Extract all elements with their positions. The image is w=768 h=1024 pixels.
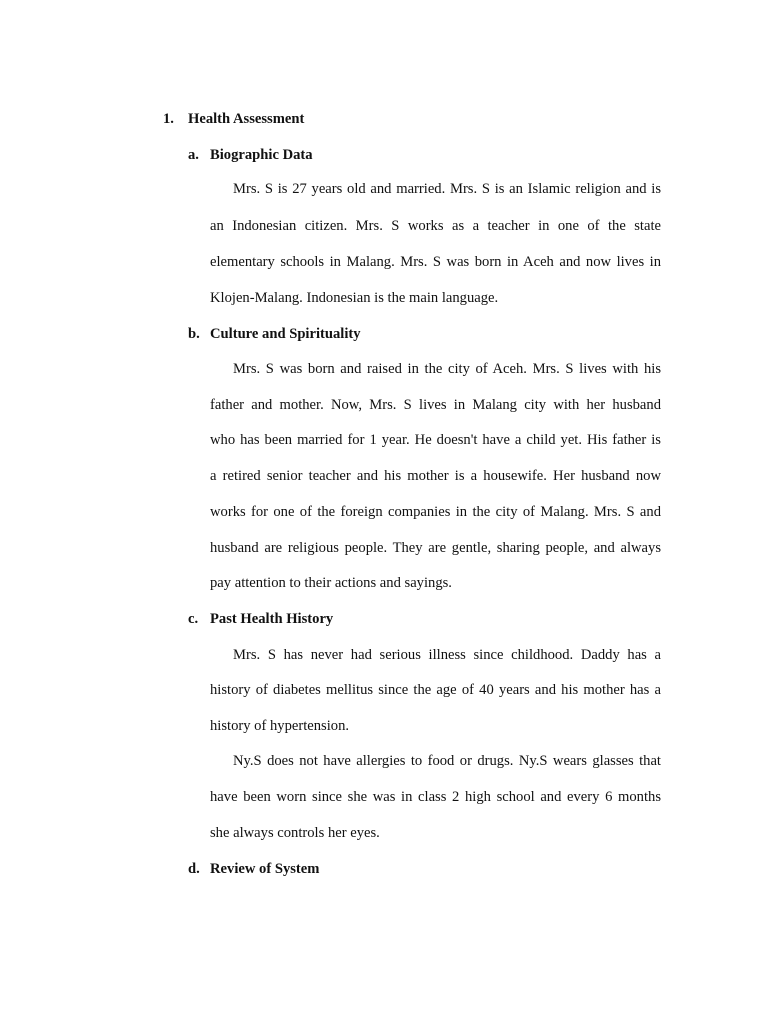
paragraph-line: she always controls her eyes. (210, 825, 380, 841)
subsection-title: Biographic Data (210, 147, 313, 163)
subsection-title: Culture and Spirituality (210, 326, 361, 342)
paragraph-line: Mrs. S has never had serious illness since childhood. Daddy has a (233, 647, 661, 663)
subsection-letter: d. (188, 861, 200, 877)
paragraph-line: works for one of the foreign companies in the city of Malang. Mrs. S and (210, 504, 661, 520)
paragraph-line: pay attention to their actions and sayings. (210, 575, 452, 591)
paragraph-line: Mrs. S was born and raised in the city of Aceh. Mrs. S lives with his (233, 361, 661, 377)
paragraph-line: Ny.S does not have allergies to food or drugs. Ny.S wears glasses that (233, 753, 661, 769)
subsection-letter: b. (188, 326, 200, 342)
paragraph-line: history of diabetes mellitus since the age of 40 years and his mother has a (210, 682, 661, 698)
paragraph-line: a retired senior teacher and his mother is a housewife. Her husband now (210, 468, 661, 484)
subsection-letter: c. (188, 611, 199, 627)
paragraph-line: father and mother. Now, Mrs. S lives in Malang city with her husband (210, 397, 661, 413)
paragraph-line: elementary schools in Malang. Mrs. S was born in Aceh and now lives in (210, 254, 661, 270)
paragraph-line: Klojen-Malang. Indonesian is the main language. (210, 290, 499, 306)
paragraph-line: husband are religious people. They are gentle, sharing people, and always (210, 540, 661, 556)
paragraph-line: Mrs. S is 27 years old and married. Mrs. S is an Islamic religion and is (233, 181, 661, 197)
paragraph-line: who has been married for 1 year. He doesn't have a child yet. His father is (210, 432, 661, 448)
subsection-title: Past Health History (210, 611, 334, 627)
paragraph-line: have been worn since she was in class 2 high school and every 6 months (210, 789, 661, 805)
paragraph-line: history of hypertension. (210, 718, 350, 734)
section-number: 1. (163, 111, 174, 127)
paragraph-line: an Indonesian citizen. Mrs. S works as a teacher in one of the state (210, 218, 661, 234)
subsection-letter: a. (188, 147, 199, 163)
subsection-title: Review of System (210, 861, 320, 877)
section-title: Health Assessment (188, 111, 305, 127)
